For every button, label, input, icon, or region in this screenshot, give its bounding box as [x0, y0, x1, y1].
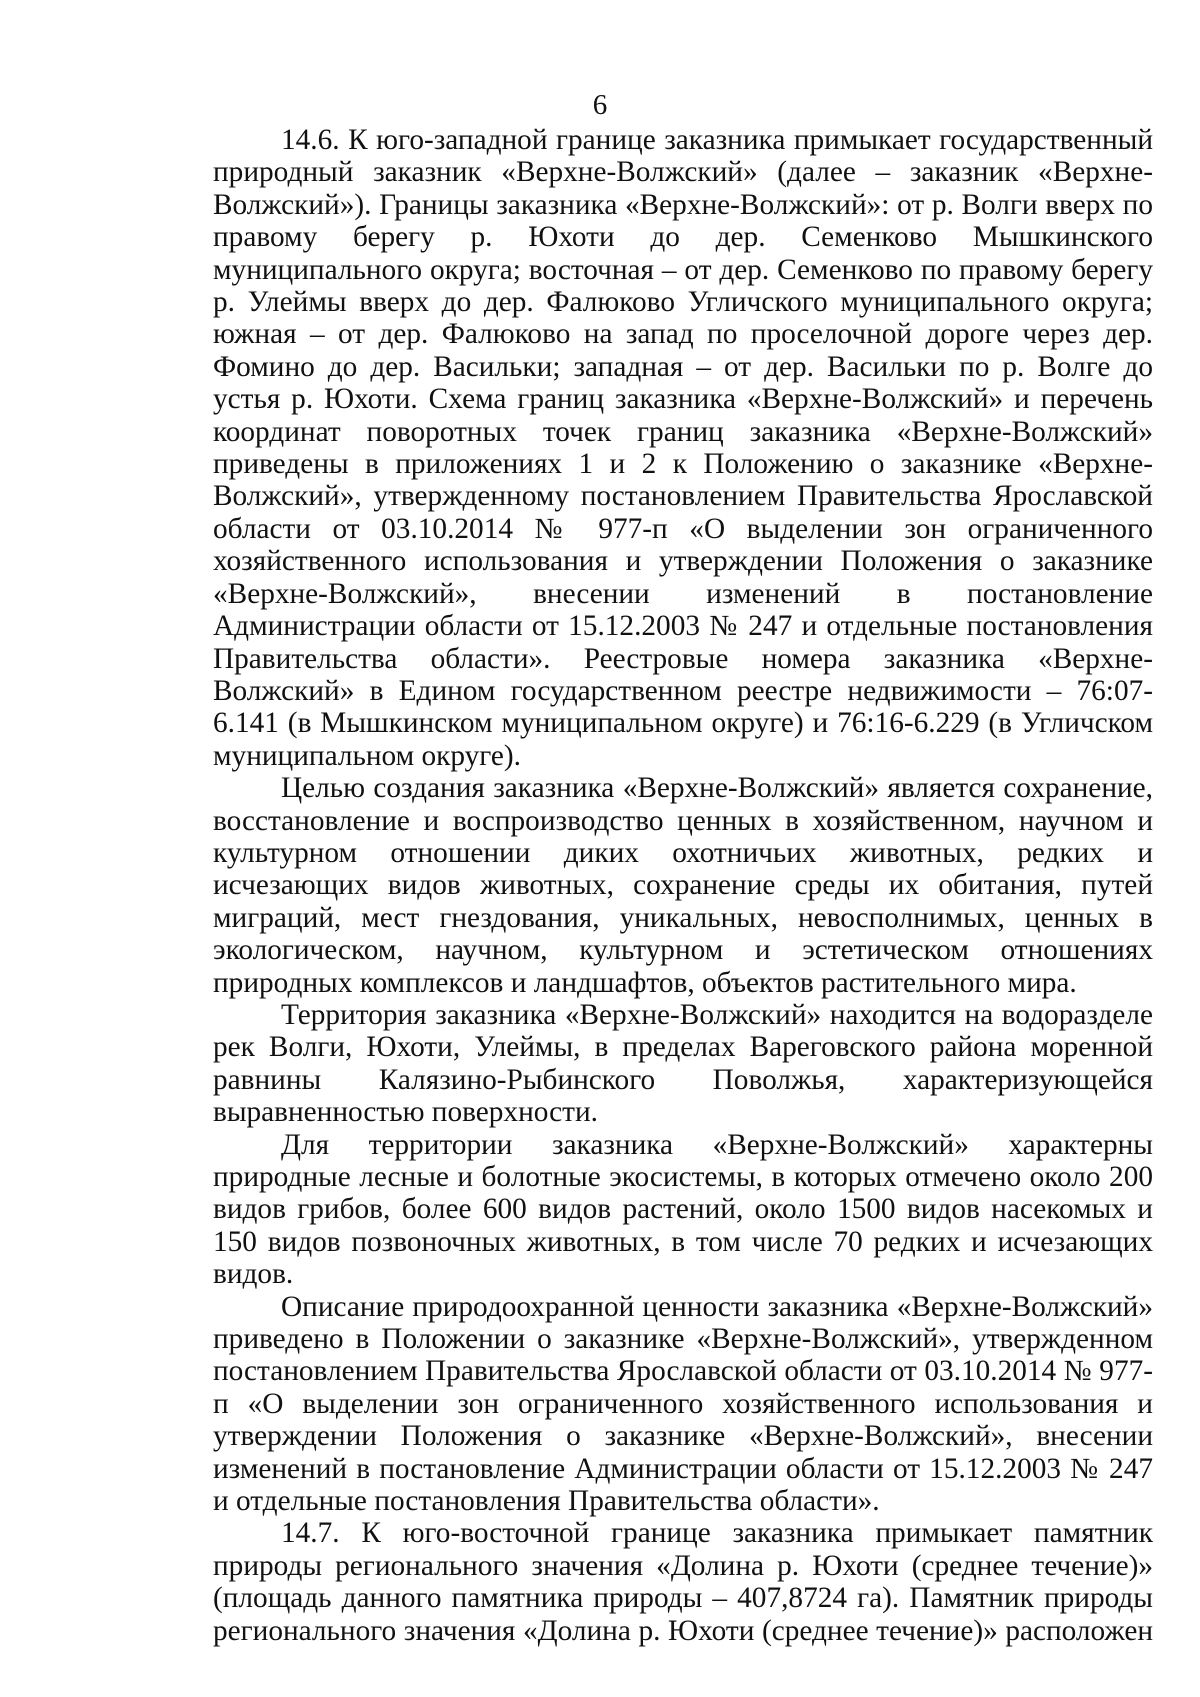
paragraph-14-7: 14.7. К юго-восточной границе заказника примыкает памятник природы регионального значения «Долина р. Юхоти (среднее течение)» (площадь данного памятника природы – 407,8724 га). Памятник природы регионального значения «Долина р. Юхоти (среднее течение)» расположен — [213, 1517, 1153, 1647]
paragraph-14-6: 14.6. К юго-западной границе заказника примыкает государственный природный заказник «Верхне-Волжский» (далее – заказник «Верхне-Волжский»). Границы заказника «Верхне-Волжский»: от р. Волги вверх по правому берегу р. Юхоти до дер. Семенково Мышкинского муниципального округа; восточная – от дер. Семенково по правому берегу р. Улеймы вверх до дер. Фалюково Угличского муниципального округа; южная – от дер. Фалюково на запад по проселочной дороге через дер. Фомино до дер. Васильки; западная – от дер. Васильки по р. Волге до устья р. Юхоти. Схема границ заказника «Верхне-Волжский» и перечень координат поворотных точек границ заказника «Верхне-Волжский» приведены в приложениях 1 и 2 к Положению о заказнике «Верхне-Волжский», утвержденному постановлением Правительства Ярославской области от 03.10.2014 № 977-п «О выделении зон ограниченного хозяйственного использования и утверждении Положения о заказнике «Верхне-Волжский», внесении изменений в постановление Администрации области от 15.12.2003 № 247 и отдельные постановления Правительства области». Реестровые номера заказника «Верхне-Волжский» в Едином государственном реестре недвижимости – 76:07-6.141 (в Мышкинском муниципальном округе) и 76:16-6.229 (в Угличском муниципальном округе). — [213, 124, 1153, 772]
paragraph-conservation-value: Описание природоохранной ценности заказника «Верхне-Волжский» приведено в Положении о заказнике «Верхне-Волжский», утвержденном постановлением Правительства Ярославской области от 03.10.2014 № 977-п «О выделении зон ограниченного хозяйственного использования и утверждении Положения о заказнике «Верхне-Волжский», внесении изменений в постановление Администрации области от 15.12.2003 № 247 и отдельные постановления Правительства области». — [213, 1290, 1153, 1518]
paragraph-purpose: Целью создания заказника «Верхне-Волжский» является сохранение, восстановление и воспроизводство ценных в хозяйственном, научном и культурном отношении диких охотничьих животных, редких и исчезающих видов животных, сохранение среды их обитания, путей миграций, мест гнездования, уникальных, невосполнимых, ценных в экологическом, научном, культурном и эстетическом отношениях природных комплексов и ландшафтов, объектов растительного мира. — [213, 772, 1153, 999]
page-number: 6 — [592, 89, 608, 121]
paragraph-territory: Территория заказника «Верхне-Волжский» находится на водоразделе рек Волги, Юхоти, Улеймы, в пределах Вареговского района моренной равнины Калязино-Рыбинского Поволжья, характеризующейся выравненностью поверхности. — [213, 998, 1153, 1129]
paragraph-ecosystems: Для территории заказника «Верхне-Волжский» характерны природные лесные и болотные экосистемы, в которых отмечено около 200 видов грибов, более 600 видов растений, около 1500 видов насекомых и 150 видов позвоночных животных, в том числе 70 редких и исчезающих видов. — [213, 1128, 1153, 1291]
document-body — [213, 124, 1153, 1647]
